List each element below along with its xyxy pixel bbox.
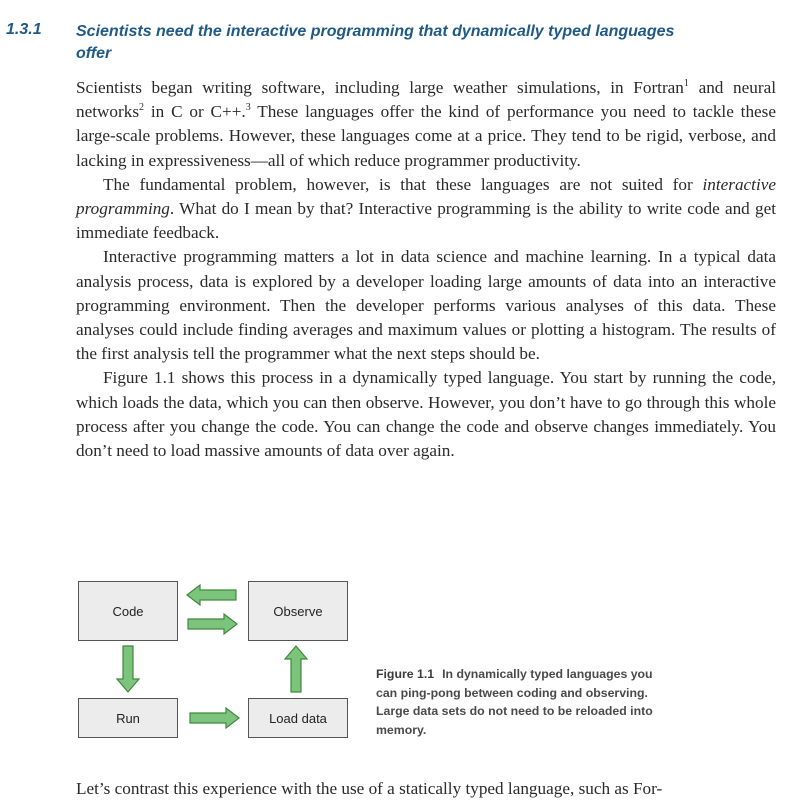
body-text: [76, 76, 776, 463]
code-box: Code: [78, 581, 178, 641]
caption-label: Figure 1.1: [376, 667, 435, 681]
p1-text-b: and neural networks: [76, 78, 776, 122]
paragraph-4: Figure 1.1 shows this process in a dynamically typed language. You start by running the code, which loads the data, which you can then observe. However, you don’t have to go through this whole process after you change the code. You can change the code and observe changes immediately. You don’t need to load massive amounts of data over again.: [76, 368, 776, 461]
load-data-box: Load data: [248, 698, 348, 738]
paragraph-2: [76, 173, 776, 246]
bottom-line: Let’s contrast this experience with the use of a statically typed language, such as For-: [76, 779, 663, 798]
p1-text-d: These languages offer the kind of performance you need to tackle these large-scale problems. However, these languages come at a price. They tend to be rigid, verbose, and lacking in expressiveness—all of which reduce programmer productivity.: [76, 102, 776, 170]
p2-text-a: The fundamental problem, however, is that these languages are not suited for: [103, 174, 703, 194]
figure-diagram: [76, 578, 351, 740]
p1-text-c: in C or C++.: [144, 102, 246, 122]
footnote-3: 3: [245, 102, 251, 114]
p2-emphasis: interactive programming: [76, 174, 776, 219]
footnote-2: 2: [139, 102, 145, 114]
run-box: Run: [78, 698, 178, 738]
caption-text: In dynamically typed languages you can ping-pong between coding and observing. Large data sets do not need to be reloaded into memory.: [376, 667, 653, 737]
figure-caption: [376, 665, 676, 739]
arrow-left-icon: [186, 584, 238, 606]
paragraph-1: [76, 76, 776, 173]
section-title: Scientists need the interactive programming that dynamically typed languages offer: [76, 23, 675, 62]
arrow-run-to-load-icon: [188, 707, 240, 729]
observe-box: Observe: [248, 581, 348, 641]
arrow-up-icon: [284, 645, 308, 693]
arrow-right-icon: [186, 613, 238, 635]
arrow-down-icon: [116, 645, 140, 693]
section-number: 1.3.1: [6, 21, 42, 38]
p1-text-a: Scientists began writing software, including large weather simulations, in Fortran: [76, 78, 684, 97]
footnote-1: 1: [683, 78, 689, 89]
paragraph-3: Interactive programming matters a lot in data science and machine learning. In a typical data analysis process, data is explored by a developer loading large amounts of data into an interactive programming environment. Then the developer performs various analyses of this data. These analyses could include finding averages and maximum values or plotting a histogram. The results of the first analysis tell the programmer what the next steps should be.: [76, 247, 776, 364]
p2-text-b: . What do I mean by that? Interactive programming is the ability to write code and get immediate feedback.: [76, 199, 776, 243]
